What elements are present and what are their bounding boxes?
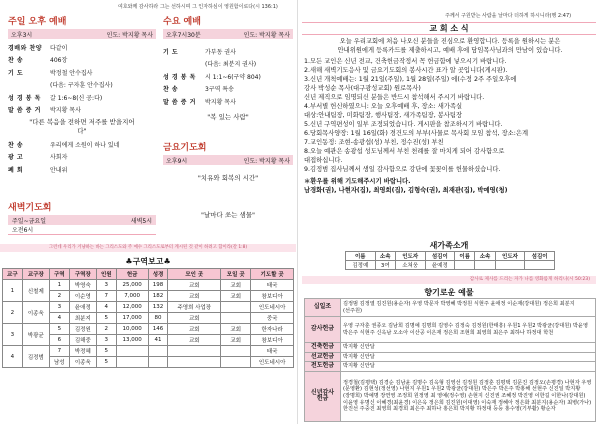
announcement-item: 신년 제직으로 임명되신 분들은 반드시 참석해서 주시기 바랍니다.: [304, 94, 485, 101]
newcomer-row: [346, 261, 555, 270]
wednesday-leader: 인도: 박지황 목사: [243, 31, 290, 39]
district-cell: 6: [49, 335, 69, 346]
newcomer-cell: 윤예정: [425, 261, 455, 270]
friday-title: 금요기도회: [163, 143, 207, 153]
newcomer-cell: 소쳐웅: [395, 261, 425, 270]
district-row: [3, 346, 294, 357]
order-row: [8, 91, 156, 104]
order-row: [8, 79, 156, 92]
order-value: 406장: [50, 57, 68, 65]
prayer-request-title: ＊환우를 위해 기도해주시기 바랍니다.: [304, 178, 411, 185]
announcement-item: 8.오늘 예관은 송광섭 성도님께서 부친 천례를 잘 마치게 되어 감사함으로: [304, 148, 505, 155]
offering-row: [305, 362, 596, 372]
district-cell: 80: [148, 313, 168, 324]
district-cell: 윤애정: [69, 302, 96, 313]
announcement-item: 1.모든 교인은 신년 전교, 건축헌금작정서 꼭 헌금함에 넣으시기 바랍니다.: [304, 58, 507, 65]
district-cell: 2: [49, 291, 69, 302]
district-row: [3, 280, 294, 291]
announcement-intro-1: 오늘 우리교회에 처음 나오신 분들을 진심으로 환영합니다. 등록을 원하시는 분은: [339, 38, 561, 45]
sunday-pm-title: 주일 오후 예배: [8, 17, 67, 27]
district-cell: 1: [49, 280, 69, 291]
district-cell: 5: [96, 357, 116, 368]
announcements-title: 교 회 소 식: [302, 22, 596, 35]
col-header: 헌금: [116, 269, 148, 280]
mid-verse-bar-left: [0, 244, 296, 252]
col-header: 교구: [3, 269, 23, 280]
district-cell: 인도네시아: [251, 357, 294, 368]
order-value: (다음: 구자훈 안수집사): [50, 82, 113, 90]
offering-row: [305, 343, 596, 353]
district-cell: 한자나라: [251, 324, 294, 335]
district-cell: 3: [96, 280, 116, 291]
friday-leader: 인도: 박지황 목사: [243, 157, 290, 165]
district-cell: 교회: [168, 335, 221, 346]
offering-category: 전도헌금: [305, 362, 341, 372]
newcomer-cell: 3여: [375, 261, 395, 270]
offering-category: 선교헌금: [305, 352, 341, 362]
offering-row: [305, 299, 596, 317]
col-header: 기도할 곳: [251, 269, 294, 280]
offering-category: 십일조: [305, 299, 341, 317]
top-verse-right: 주께서 구원받는 사람을 날마다 더하게 하시니라(행 2:47): [445, 13, 572, 19]
announcement-item: 4.부서별 헌신하였으니: 오늘 오후예배 후, 장소: 새가족실: [304, 103, 463, 110]
wednesday-sermon-title: "복 있는 사람": [207, 112, 249, 121]
newcomer-cell: [495, 261, 525, 270]
dawn-prayer-row-1: [8, 215, 156, 225]
district-cell: 4: [96, 302, 116, 313]
district-cell: 남성: [49, 357, 69, 368]
order-row: [163, 95, 293, 108]
district-cell: 박영숙: [69, 280, 96, 291]
offering-names: 박지황 신안달: [341, 352, 596, 362]
district-cell: 12,000: [116, 302, 148, 313]
offering-category: 감사헌금: [305, 317, 341, 343]
district-cell: [221, 302, 251, 313]
newcomer-cell: [455, 261, 475, 270]
order-value: 3구역 특송: [205, 86, 234, 94]
mid-verse-right: 감사로 제사를 드리는 자가 나를 영화롭게 하리니(시 50:23): [469, 277, 590, 282]
district-cell: 최분지: [69, 313, 96, 324]
friday-time-bar: [163, 155, 293, 165]
announcement-intro-2: 안내위원에게 등록카드를 제출하시고, 예배 후에 담임목사님과의 만남이 있습니다.: [337, 47, 563, 54]
district-cell: 7: [96, 291, 116, 302]
district-cell: 교회: [168, 291, 221, 302]
wednesday-service: [163, 14, 293, 121]
col-header: 소속: [475, 252, 495, 261]
col-header: 모인 곳: [168, 269, 221, 280]
district-cell: 이종욱: [22, 302, 49, 324]
offering-table: [304, 298, 596, 422]
sunday-pm-service: [8, 14, 156, 176]
newcomer-cell: 김정예: [346, 261, 376, 270]
announcement-item: 강사 박성순 목사(대구광성교회) 원로목사): [304, 85, 421, 92]
wednesday-order: [163, 45, 293, 108]
order-row: [163, 83, 293, 96]
district-cell: 13,000: [116, 335, 148, 346]
sunday-pm-time: 오후3시: [11, 31, 33, 39]
sunday-pm-leader: 인도: 박지황 목사: [106, 31, 153, 39]
district-cell: 10,000: [116, 324, 148, 335]
district-cell: 3: [49, 302, 69, 313]
order-label: 성 경 봉 독: [163, 73, 196, 81]
offering-row: [305, 371, 596, 421]
district-cell: [148, 357, 168, 368]
col-header: 인도자: [495, 252, 525, 261]
district-cell: 교회: [221, 335, 251, 346]
newcomer-cell: [475, 261, 495, 270]
district-row: [3, 324, 294, 335]
district-cell: 25,000: [116, 280, 148, 291]
district-cell: 198: [148, 280, 168, 291]
order-label: 폐 회: [8, 166, 24, 174]
order-row: [8, 41, 156, 54]
friday-time: 오후9시: [166, 157, 188, 165]
order-label: 광 고: [8, 154, 24, 162]
sunday-pm-sermon-title: "다른 복음을 전하면 저주를 받을지어다": [29, 118, 135, 135]
announcement-item: 대접하십니다.: [304, 157, 343, 164]
offering-names: 박지황 신안달: [341, 362, 596, 372]
col-header: 섬김이: [525, 252, 555, 261]
order-value: 안내위: [50, 166, 68, 174]
announcement-item: 2.새해 새벽기도응사 및 금요기도회의 봉사시간 표가 알 곳입니다(게시판).: [304, 67, 508, 74]
col-header: 인원: [96, 269, 116, 280]
district-cell: 인도네시아: [251, 302, 294, 313]
sunday-pm-time-bar: [8, 29, 156, 39]
dawn-days: 주일~금요일: [12, 217, 47, 225]
district-cell: 신철제: [22, 280, 49, 302]
offering-category: 건축헌금: [305, 343, 341, 353]
order-label: 말 씀 증 거: [8, 107, 41, 115]
order-value: 가부동 권사: [205, 48, 236, 56]
offering-body: [305, 299, 596, 422]
order-row: [163, 45, 293, 58]
district-cell: 주영희 사업장: [168, 302, 221, 313]
district-header-row: [3, 269, 294, 280]
col-header: 이름: [455, 252, 475, 261]
order-row: [8, 138, 156, 151]
order-label: [163, 58, 205, 71]
district-cell: 2: [3, 302, 23, 324]
announcement-item: 6.당회목사양장: 1월 16일(화) 경건도의 부부(사물로 목사회 모임 참석, 장소:은계: [304, 130, 529, 137]
order-value: 박지황 목사: [50, 107, 81, 115]
announcement-item: 9.김정범 집사님께서 생일 감사함으로 강단에 꽃꽂이를 헌물하셨습니다.: [304, 166, 501, 173]
dawn-prayer-row-2: [8, 225, 156, 235]
mid-verse-left: 그런데 우리가 겨냥하는 바는 그리스도와 주 예수 그리스도로부터 계시된 것 같이 하려고 함이라(갈 1:8): [48, 245, 248, 250]
district-cell: [116, 346, 148, 357]
district-cell: 7,000: [116, 291, 148, 302]
order-value: 갈 1:6~8(신 공:다): [50, 94, 103, 102]
district-cell: 7: [49, 346, 69, 357]
district-cell: 박광균: [22, 324, 49, 346]
district-cell: 2: [96, 324, 116, 335]
district-cell: 교회: [221, 280, 251, 291]
district-cell: 김정범: [22, 346, 49, 368]
district-cell: 태국: [251, 346, 294, 357]
col-header: 소속: [375, 252, 395, 261]
dawn-sermon-title: "날마다 쏘는 샘물": [200, 211, 256, 219]
offering-names: 정경철(김평택) 김경순 김남윤 김명수 김옥형 김영선 김정원 김정훈 김평택 김문진 김정오(손평경) 나현자 우영(문영환) 김현성(정선영) 나현지 우원1 우원2 박광균(강대원) 박은주 박은주 박홍해 선현주 신진일 박지황(장명희) 박예명 장연영 조정희 원정영 최 영예(정수영) 손현지 신진권 조혜정 박진영 이한길 이한나(강대원) 이윤영 유명신 이혜경(최윤경) 이은옥 정은희 김진원(이대영) 이숙재 정혜아 정은화 최분지(용순자) 최병(가나) 한진선 주중진 최영희 최경희 최은주 최하나 홍은희 박지황 하정대 등등 홍수영(기부활) 황순자: [341, 371, 596, 421]
wednesday-time-bar: [163, 29, 293, 39]
order-label: [8, 79, 50, 92]
newcomer-table: [345, 251, 555, 270]
district-cell: 17,000: [116, 313, 148, 324]
col-header: 구역: [49, 269, 69, 280]
order-label: 찬 송: [8, 141, 24, 149]
district-cell: [168, 346, 221, 357]
announcements: [304, 37, 596, 195]
order-label: 찬 송: [8, 57, 24, 65]
announcement-list: [304, 57, 596, 174]
district-cell: 교회: [168, 280, 221, 291]
district-cell: 이순영: [69, 291, 96, 302]
newcomer-title: 새가족소개: [429, 241, 469, 250]
order-row: [8, 163, 156, 176]
district-cell: 3: [3, 324, 23, 346]
wednesday-time: 오후7시30분: [166, 31, 201, 39]
top-verse-left: 여호와께 감사하라 그는 선하시며 그 인자하심이 영원함이로다(시 136:1): [118, 4, 278, 10]
order-value: 사회자: [50, 154, 68, 162]
dawn-time-2: 오전6시: [12, 227, 34, 234]
dawn-prayer-title: 새벽기도회: [8, 203, 52, 213]
district-cell: 41: [148, 335, 168, 346]
offering-names: 김정범 김정열 김진원(용순자) 우영 박문자 박영혜 박정원 식현주 윤애정 이순재(강대원) 정은희 최분지(선주원): [341, 299, 596, 317]
order-value: 다같이: [50, 44, 68, 52]
district-cell: 5: [49, 324, 69, 335]
col-header: 교구장: [22, 269, 49, 280]
district-cell: [221, 346, 251, 357]
district-cell: 5: [96, 313, 116, 324]
order-row: [8, 104, 156, 117]
order-row: [8, 151, 156, 164]
col-header: 섬김이: [425, 252, 455, 261]
order-value: 박정철 안수집사: [50, 69, 93, 77]
district-cell: 김해중: [69, 335, 96, 346]
offering-category: 신년감사 헌금: [305, 371, 341, 421]
district-cell: 교회: [168, 324, 221, 335]
order-row: [8, 66, 156, 79]
district-cell: 김정원: [69, 324, 96, 335]
order-label: 성 경 봉 독: [8, 94, 41, 102]
dawn-time: 새벽5시: [130, 217, 152, 225]
order-label: 기 도: [163, 48, 179, 56]
col-header: 모일 곳: [221, 269, 251, 280]
district-report-table: [2, 268, 294, 368]
offering-title: 향기로운 예물: [424, 288, 474, 297]
district-cell: [116, 357, 148, 368]
district-cell: 교회: [168, 313, 221, 324]
district-cell: 교회: [221, 324, 251, 335]
district-cell: 146: [148, 324, 168, 335]
order-label: 말 씀 증 거: [163, 98, 196, 106]
district-cell: 참보디아: [251, 335, 294, 346]
order-value: (다음: 최분지 권사): [205, 61, 257, 69]
order-row: [163, 70, 293, 83]
order-label: 기 도: [8, 69, 24, 77]
order-row: [163, 58, 293, 71]
newcomer-header-row: [346, 252, 555, 261]
order-row: [8, 54, 156, 67]
announcement-item: 대상:안내팀장, 미화팀장, 행사팀장, 새가족팀장, 봉사팀장: [304, 112, 463, 119]
announcement-item: 3.신년 개척예배는: 1월 21일(주일), 1월 28일(주일) 에(수정 2주 주일오후에: [304, 76, 517, 83]
district-cell: [221, 357, 251, 368]
district-cell: 4: [49, 313, 69, 324]
prayer-request-list: 남경화(권), 나현자(집), 최영희(집), 김형숙(권), 최재관(집), 박예영(청): [304, 187, 508, 194]
district-body: [3, 280, 294, 368]
district-cell: 182: [148, 291, 168, 302]
district-cell: [148, 346, 168, 357]
offering-names: 우영 구자훈 권종오 김남희 김명예 김명희 김영수 김정숙 김정원(한태흥) 우원1 우원2 박광균(강대원) 박윤영 박은주 식현주 신옥남 오소아 이산공 이은재 정은희 조현희 최영희 최은주 최하나 하정대 학천: [341, 317, 596, 343]
district-cell: 5: [96, 346, 116, 357]
col-header: 이름: [346, 252, 376, 261]
order-label: 경배와 찬양: [8, 44, 43, 52]
offering-names: 박지황 신안달: [341, 343, 596, 353]
district-cell: 태국: [251, 280, 294, 291]
district-cell: [221, 313, 251, 324]
order-label: 찬 송: [163, 86, 179, 94]
order-value: 우리에게 소원이 하나 있네: [50, 141, 120, 149]
district-report-title: ♣구역보고♣: [125, 257, 171, 266]
offering-row: [305, 352, 596, 362]
friday-sermon-title: "치유와 회복의 시간": [197, 174, 259, 182]
district-cell: 참보디아: [251, 291, 294, 302]
newcomer-cell: [525, 261, 555, 270]
announcement-item: 5.신년 구역편성이 일부 조정되었습니다. 게시판을 참조하시기 바랍니다.: [304, 121, 503, 128]
sunday-pm-order: [8, 41, 156, 116]
district-cell: 이종욱: [69, 357, 96, 368]
district-cell: 132: [148, 302, 168, 313]
order-value: 박지황 목사: [205, 98, 236, 106]
col-header: 성경: [148, 269, 168, 280]
sunday-pm-order-2: [8, 138, 156, 176]
district-cell: 3: [96, 335, 116, 346]
order-value: 시 1:1~6(구약 804): [205, 73, 261, 81]
district-cell: 4: [3, 346, 23, 368]
district-row: [3, 302, 294, 313]
col-header: 인도자: [395, 252, 425, 261]
district-cell: 중국: [251, 313, 294, 324]
friday-prayer: [163, 140, 293, 182]
dawn-prayer: [8, 200, 156, 235]
col-header: 구역장: [69, 269, 96, 280]
district-cell: 교회: [221, 291, 251, 302]
district-cell: 박정혜: [69, 346, 96, 357]
page-divider: [297, 0, 298, 424]
district-cell: 1: [3, 280, 23, 302]
announcement-item: 7.교인동정: 조현-송광섭(성) 부친, 정수진(성) 부친: [304, 139, 444, 146]
district-cell: [168, 357, 221, 368]
offering-row: [305, 317, 596, 343]
wednesday-title: 수요 예배: [163, 17, 201, 27]
mid-verse-bar-right: [302, 276, 596, 284]
